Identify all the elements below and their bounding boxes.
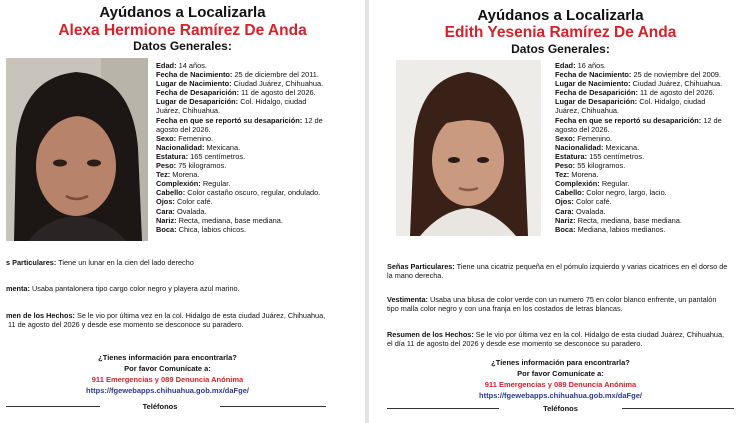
general-data-label: Ojos:	[555, 197, 574, 207]
contact-block	[369, 357, 752, 401]
report-url-link[interactable]: https://fgewebapps.chihuahua.gob.mx/daFge/	[86, 386, 249, 395]
general-data-value: Mediana, labios medianos.	[575, 224, 666, 234]
general-data-row	[156, 188, 361, 197]
general-data-value: Ovalada.	[573, 206, 606, 216]
general-data-label: Cabello:	[555, 188, 585, 198]
general-data-value: 11 de agosto del 2026.	[637, 88, 715, 98]
distinctive-marks-value: Tiene un lunar en la cien del lado derecho	[56, 258, 194, 267]
general-data-label: Ojos:	[156, 197, 175, 207]
general-data-value: 155 centímetros.	[587, 151, 645, 161]
distinctive-marks	[387, 262, 749, 280]
general-data-label: Lugar de Nacimiento:	[156, 79, 232, 89]
general-data-value: 12 de	[302, 115, 323, 125]
general-data-label: Fecha en que se reportó su desaparición:	[555, 115, 702, 125]
general-data-label: Cara:	[555, 206, 574, 216]
general-data-value: Col. Hidalgo, ciudad	[238, 97, 307, 107]
general-data-label: Fecha de Desaparición:	[156, 88, 239, 98]
clothing-line2: tipo malla color negro y con una franja en los costados de letras blancas.	[387, 304, 623, 314]
general-data-row	[555, 79, 750, 88]
general-data-value: Regular.	[599, 179, 630, 189]
general-data-label: Complexión:	[555, 179, 600, 189]
general-data-value: Femenino.	[575, 133, 613, 143]
general-data-row	[156, 225, 361, 234]
general-data-row	[555, 225, 750, 234]
general-data-row	[555, 152, 750, 161]
general-data-label: Lugar de Desaparición:	[156, 97, 239, 107]
facts-summary-line2: el día 11 de agosto del 2026 y desde ese momento se desconoce su paradero.	[387, 339, 643, 349]
general-data-value: Chica, labios chicos.	[176, 224, 246, 234]
general-data-value: Recta, mediana, base mediana.	[575, 215, 682, 225]
emergency-numbers: 911 Emergencias y 089 Denuncia Anónima	[484, 380, 637, 389]
general-data-value: Ovalada.	[174, 206, 207, 216]
clothing-label: menta:	[6, 284, 30, 293]
general-data-row	[555, 170, 750, 179]
facts-summary-line1: Se le vio por última vez en la col. Hidalgo de esta ciudad Juárez, Chihuahua,	[74, 311, 326, 320]
general-data-list	[156, 61, 361, 234]
general-data-label: Lugar de Nacimiento:	[555, 79, 631, 89]
contact-question: ¿Tienes información para encontrarla?	[491, 358, 630, 367]
section-title-general-data: Datos Generales:	[133, 39, 232, 53]
facts-summary-label: Resumen de los Hechos:	[387, 330, 474, 339]
general-data-row	[156, 143, 361, 152]
general-data-value: Recta, mediana, base mediana.	[176, 215, 283, 225]
general-data-label: Boca:	[555, 224, 576, 234]
general-data-value: Ciudad Juárez, Chihuahua.	[231, 79, 324, 89]
phones-heading: Teléfonos	[499, 404, 622, 413]
facts-summary-line1: Se le vio por última vez en la col. Hidalgo de esta ciudad Juárez, Chihuahua,	[473, 330, 725, 339]
general-data-row	[156, 97, 361, 106]
general-data-row	[555, 106, 750, 115]
clothing	[6, 284, 361, 293]
general-data-label: Nacionalidad:	[555, 142, 604, 152]
general-data-value: Juárez, Chihuahua.	[156, 106, 221, 116]
general-data-value: agosto del 2026.	[156, 124, 211, 134]
general-data-value: 25 de noviembre del 2009.	[631, 70, 721, 80]
general-data-row	[156, 106, 361, 115]
contact-block	[0, 352, 335, 396]
emergency-numbers: 911 Emergencias y 089 Denuncia Anónima	[91, 375, 244, 384]
general-data-row	[555, 161, 750, 170]
general-data-value: agosto del 2026.	[555, 124, 610, 134]
section-title-general-data: Datos Generales:	[511, 42, 610, 56]
general-data-row	[156, 197, 361, 206]
general-data-row	[156, 116, 361, 125]
poster-header: Ayúdanos a Localizarla	[99, 4, 266, 21]
phones-heading: Teléfonos	[100, 402, 220, 411]
general-data-row	[555, 88, 750, 97]
general-data-label: Edad:	[156, 61, 177, 70]
general-data-value: 55 kilogramos.	[575, 161, 626, 171]
general-data-value: Color café.	[573, 197, 612, 207]
facts-summary	[6, 311, 365, 329]
general-data-value: Color café.	[174, 197, 213, 207]
general-data-row	[555, 179, 750, 188]
general-data-label: Lugar de Desaparición:	[555, 97, 638, 107]
general-data-row	[156, 125, 361, 134]
general-data-row	[156, 179, 361, 188]
general-data-row	[156, 70, 361, 79]
general-data-label: Edad:	[555, 61, 576, 70]
general-data-label: Complexión:	[156, 179, 201, 189]
person-name: Alexa Hermione Ramírez De Anda	[58, 22, 307, 39]
general-data-value: Mexicana.	[603, 142, 640, 152]
portrait-image	[396, 60, 541, 236]
general-data-row	[156, 207, 361, 216]
poster-header: Ayúdanos a Localizarla	[477, 7, 644, 24]
general-data-value: Regular.	[200, 179, 231, 189]
contact-instruction: Por favor Comunícate a:	[517, 369, 604, 378]
general-data-value: Color negro, largo, lacio.	[584, 188, 667, 198]
general-data-label: Cabello:	[156, 188, 186, 198]
general-data-label: Sexo:	[555, 133, 576, 143]
general-data-row	[555, 61, 750, 70]
facts-summary-label: men de los Hechos:	[6, 311, 75, 320]
general-data-row	[156, 161, 361, 170]
general-data-label: Boca:	[156, 224, 177, 234]
general-data-row	[555, 97, 750, 106]
general-data-value: Morena.	[170, 170, 200, 180]
contact-instruction: Por favor Comunícate a:	[124, 364, 211, 373]
general-data-label: Fecha de Nacimiento:	[555, 70, 632, 80]
distinctive-marks-line2: la mano derecha.	[387, 271, 444, 281]
general-data-label: Fecha de Desaparición:	[555, 88, 638, 98]
general-data-row	[156, 61, 361, 70]
general-data-row	[156, 216, 361, 225]
general-data-label: Estatura:	[156, 151, 189, 161]
general-data-value: Morena.	[569, 170, 599, 180]
report-url-link[interactable]: https://fgewebapps.chihuahua.gob.mx/daFge/	[479, 391, 642, 400]
general-data-label: Tez:	[555, 170, 570, 180]
portrait-image	[6, 58, 148, 241]
person-name: Edith Yesenia Ramírez De Anda	[444, 24, 677, 41]
general-data-row	[555, 216, 750, 225]
general-data-label: Fecha de Nacimiento:	[156, 70, 233, 80]
general-data-value: 12 de	[701, 115, 722, 125]
general-data-label: Nariz:	[555, 215, 576, 225]
general-data-row	[555, 116, 750, 125]
distinctive-marks-line1: Tiene una cicatriz pequeña en el pómulo izquierdo y varias cicatrices en el dorso de	[454, 262, 728, 271]
general-data-label: Peso:	[156, 161, 177, 171]
general-data-label: Tez:	[156, 170, 171, 180]
missing-person-poster-right	[369, 0, 752, 423]
general-data-value: 25 de diciembre del 2011.	[232, 70, 319, 80]
general-data-label: Fecha en que se reportó su desaparición:	[156, 115, 303, 125]
general-data-value: Color castaño oscuro, regular, ondulado.	[185, 188, 321, 198]
general-data-value: 11 de agosto del 2026.	[238, 88, 316, 98]
general-data-label: Sexo:	[156, 133, 177, 143]
contact-question: ¿Tienes información para encontrarla?	[98, 353, 237, 362]
general-data-row	[156, 152, 361, 161]
facts-summary	[387, 330, 749, 348]
clothing-line1: Usaba una blusa de color verde con un numero 75 en color blanco enfrente, un pantalón	[427, 295, 717, 304]
general-data-row	[156, 170, 361, 179]
distinctive-marks-label: Señas Particulares:	[387, 262, 455, 271]
general-data-value: 16 años.	[575, 61, 606, 70]
missing-person-poster-left	[0, 0, 365, 423]
clothing-value: Usaba pantalonera tipo cargo color negro y playera azul marino.	[29, 284, 240, 293]
facts-summary-line2: 11 de agosto del 2026 y desde ese momento se desconoce su paradero.	[8, 320, 244, 330]
general-data-value: Juárez, Chihuahua.	[555, 106, 620, 116]
general-data-value: 14 años.	[176, 61, 207, 70]
distinctive-marks	[6, 258, 361, 267]
general-data-row	[555, 143, 750, 152]
general-data-row	[156, 88, 361, 97]
general-data-row	[555, 125, 750, 134]
general-data-label: Peso:	[555, 161, 576, 171]
general-data-label: Estatura:	[555, 151, 588, 161]
general-data-label: Nariz:	[156, 215, 177, 225]
clothing-label: Vestimenta:	[387, 295, 428, 304]
general-data-row	[156, 134, 361, 143]
general-data-row	[555, 134, 750, 143]
general-data-label: Cara:	[156, 206, 175, 216]
general-data-value: Col. Hidalgo, ciudad	[637, 97, 706, 107]
general-data-value: 165 centímetros.	[188, 151, 246, 161]
person-photo	[6, 58, 148, 241]
general-data-list	[555, 61, 750, 234]
general-data-row	[156, 79, 361, 88]
distinctive-marks-label: s Particulares:	[6, 258, 57, 267]
clothing	[387, 295, 749, 313]
general-data-value: Mexicana.	[204, 142, 241, 152]
person-photo	[396, 60, 541, 236]
general-data-row	[555, 197, 750, 206]
general-data-label: Nacionalidad:	[156, 142, 205, 152]
general-data-value: 75 kilogramos.	[176, 161, 227, 171]
general-data-row	[555, 70, 750, 79]
general-data-row	[555, 188, 750, 197]
general-data-row	[555, 207, 750, 216]
general-data-value: Femenino.	[176, 133, 214, 143]
general-data-value: Ciudad Juárez, Chihuahua.	[630, 79, 723, 89]
